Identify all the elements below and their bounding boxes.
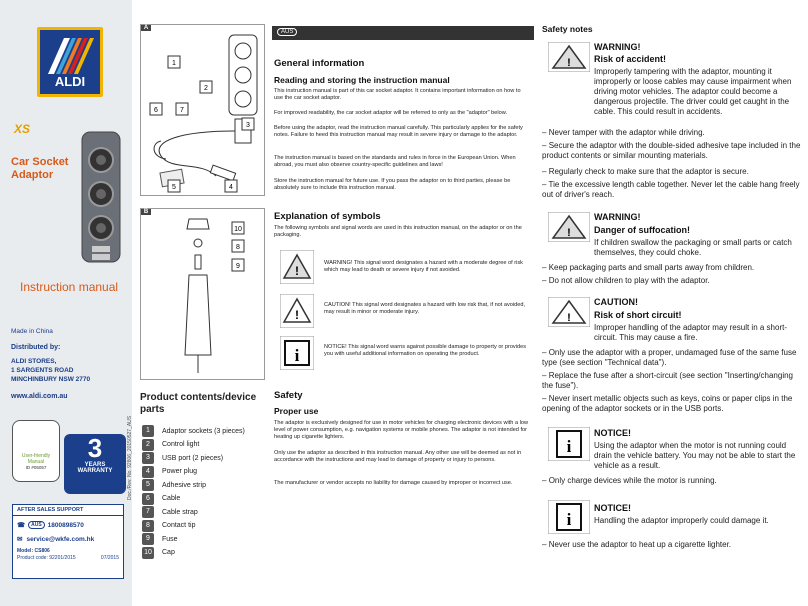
xs-mark: XS: [14, 122, 31, 136]
distributor-line: MINCHINBURY NSW 2770: [11, 376, 91, 383]
safety-heading: Safety: [274, 390, 303, 401]
adaptor-illustration: [78, 128, 124, 270]
part-item: [142, 425, 245, 437]
callout-3: 3: [246, 122, 250, 129]
product-title-line1: Car Socket: [11, 156, 69, 168]
n2-text: Handling the adaptor improperly could damage it.: [594, 516, 769, 525]
bullet-dash: –: [542, 263, 547, 272]
figure-b-label: B: [141, 209, 151, 215]
callout-1: 1: [172, 60, 176, 67]
support-box: [12, 504, 124, 579]
part-item: [142, 506, 198, 518]
para-3: Before using the adaptor, read the instruction manual carefully. This particularly applies for the safety notes. Failure to heed this instruction manual may result in severe injury or damage to the adaptor.: [274, 125, 523, 139]
product-title: [11, 156, 68, 182]
part-number: 3: [142, 452, 154, 464]
callout-numbers: [140, 0, 265, 390]
manual-label: Instruction manual: [20, 280, 119, 294]
user-friendly-badge: [12, 420, 60, 482]
phone-row: [13, 516, 123, 529]
cover-panel: [0, 0, 132, 606]
warranty-years: 3: [87, 433, 103, 463]
part-item: [142, 466, 197, 478]
bullet-text: Secure the adaptor with the double-sided adhesive tape included in the product contents or similar mounting materials.: [542, 141, 801, 160]
bullet-dash: –: [542, 371, 547, 380]
bullet-dash: –: [542, 141, 547, 150]
para-1: This instruction manual is part of this car socket adaptor. It contains important information on how to use the car socket adaptor.: [274, 88, 521, 102]
part-label: Adhesive strip: [162, 481, 206, 489]
email-address[interactable]: service@wkfe.com.hk: [26, 535, 95, 543]
bullet-dash: –: [542, 128, 547, 137]
distributed-by: Distributed by:: [11, 344, 61, 351]
callout-10: 10: [234, 226, 242, 233]
part-label: Control light: [162, 441, 200, 448]
symbols-heading: Explanation of symbols: [274, 211, 381, 222]
part-label: USB port (2 pieces): [162, 454, 224, 462]
part-number: 9: [142, 533, 154, 545]
para-4: The instruction manual is based on the standards and rules in force in the European Union. When abroad, you must also observe country-specific guidelines and laws!: [274, 155, 516, 169]
warning-triangle-icon: [548, 42, 590, 72]
brand-name: ALDI: [54, 74, 86, 89]
product-code: Product code: 92201/2015: [17, 555, 76, 561]
part-item: [142, 479, 206, 491]
w1-bullet-1: [542, 128, 705, 138]
c1-sub: Risk of short circuit!: [594, 310, 682, 320]
callout-4: 4: [229, 184, 233, 191]
part-number: 5: [142, 479, 154, 491]
c1-bullet-2: [542, 371, 804, 391]
part-number: 10: [142, 547, 154, 559]
part-number: 6: [142, 493, 154, 505]
w1-bullet-4: [542, 180, 804, 200]
made-in: Made in China: [11, 328, 53, 335]
svg-text:i: i: [566, 437, 572, 456]
n2-title: NOTICE!: [594, 503, 631, 513]
bullet-text: Only use the adaptor with a proper, undamaged fuse of the same fuse type (see section "Technical data").: [542, 348, 797, 367]
badge-text: User-friendly Manual: [21, 453, 51, 465]
support-title: AFTER SALES SUPPORT: [13, 505, 123, 516]
part-item: [142, 520, 195, 532]
warning-desc: WARNING! This signal word designates a hazard with a moderate degree of risk which may lead to death or severe injury if not avoided.: [324, 260, 523, 274]
callout-8: 8: [236, 244, 240, 251]
phone-number[interactable]: 1800898570: [47, 521, 84, 529]
aus-tag: AUS: [277, 28, 297, 36]
caution-triangle-icon: [280, 294, 314, 328]
svg-text:!: !: [567, 57, 571, 69]
part-label: Cable: [162, 495, 181, 502]
w2-title: WARNING!: [594, 212, 641, 222]
notice-info-icon: [280, 336, 314, 370]
w2-sub: Danger of suffocation!: [594, 225, 690, 235]
bullet-text: Regularly check to make sure that the adaptor is secure.: [548, 167, 749, 176]
para-5: Store the instruction manual for future use. If you pass the adaptor on to third parties, please be absolutely sure to include this instruction manual.: [274, 178, 511, 192]
w2-bullet-1: [542, 263, 754, 273]
caution-desc: CAUTION! This signal word designates a hazard with low risk that, if not avoided, may result in minor or moderate injury.: [324, 302, 526, 316]
bullet-text: Never insert metallic objects such as keys, coins or paper clips in the opening of the adaptor sockets or in the USB ports.: [542, 394, 793, 413]
aldi-stripes-icon: [40, 34, 100, 79]
part-item: [142, 439, 199, 451]
w1-title: WARNING!: [594, 42, 641, 52]
warranty-label: YEARS: [84, 462, 106, 468]
svg-text:!: !: [567, 312, 571, 324]
part-label: Cap: [162, 549, 175, 556]
warranty-label: WARRANTY: [77, 468, 113, 474]
bullet-dash: –: [542, 348, 547, 357]
proper-use-1: The adaptor is exclusively designed for use in motor vehicles for charging electronic devices with a low level of power consumption, e.g. navigation systems or mobile phones. The adaptor is not intended for heating up cigarette lighters.: [274, 420, 529, 441]
header-bar: [272, 26, 534, 40]
print-date: 07/2015: [100, 555, 119, 561]
part-item: [142, 533, 178, 545]
callout-2: 2: [204, 85, 208, 92]
part-label: Fuse: [162, 535, 178, 543]
bullet-dash: –: [542, 476, 547, 485]
svg-text:!: !: [295, 308, 299, 322]
part-label: Contact tip: [162, 522, 196, 529]
bullet-text: Only charge devices while the motor is running.: [548, 476, 717, 485]
reading-heading: Reading and storing the instruction manual: [274, 75, 450, 85]
callout-5: 5: [172, 184, 176, 191]
warranty-badge: [64, 434, 126, 494]
safety-notes-heading: Safety notes: [542, 24, 593, 34]
product-code-row: [13, 554, 123, 562]
figure-a-label: A: [141, 25, 151, 31]
notice-info-icon: [548, 500, 590, 534]
model-number: Model: CS806: [17, 548, 50, 554]
bullet-text: Do not allow children to play with the adaptor.: [548, 276, 710, 285]
w1-bullet-3: [542, 167, 749, 177]
part-number: 4: [142, 466, 154, 478]
email-row: [13, 529, 123, 543]
bullet-text: Never tamper with the adaptor while driving.: [548, 128, 705, 137]
proper-use-3: The manufacturer or vendor accepts no liability for damage caused by improper or incorrect use.: [274, 480, 513, 486]
phone-icon: ☎: [17, 522, 26, 529]
part-number: 1: [142, 425, 154, 437]
n1-title: NOTICE!: [594, 428, 631, 438]
product-title-line2: Adaptor: [11, 169, 54, 181]
part-item: [142, 493, 180, 505]
c1-bullet-1: [542, 348, 804, 368]
w1-text: Improperly tampering with the adaptor, mounting it improperly or loose cables may cause impairment when driving motor vehicles. The adaptor could become a dangerous projectile. The driver could get caught in the cable. This could result in accidents.: [594, 67, 792, 116]
notice-info-icon: [548, 427, 590, 461]
part-label: Power plug: [162, 468, 198, 475]
bullet-dash: –: [542, 394, 547, 403]
w1-sub: Risk of accident!: [594, 54, 667, 64]
email-icon: ✉: [17, 536, 23, 543]
notice-desc: NOTICE! This signal word warns against possible damage to property or provides you with useful additional information on operating the product.: [324, 344, 526, 358]
n1-bullet-1: [542, 476, 717, 486]
c1-text: Improper handling of the adaptor may result in a short-circuit. This may cause a fire.: [594, 323, 787, 342]
bullet-text: Replace the fuse after a short-circuit (see section "Inserting/changing the fuse").: [542, 371, 793, 390]
warning-triangle-icon: [280, 250, 314, 284]
svg-text:i: i: [566, 510, 572, 529]
callout-7: 7: [180, 107, 184, 114]
part-label: Adaptor sockets (3 pieces): [162, 427, 245, 435]
svg-text:!: !: [295, 264, 299, 278]
warning-triangle-icon: [548, 212, 590, 242]
w2-bullet-2: [542, 276, 710, 286]
svg-text:!: !: [567, 227, 571, 239]
bullet-text: Tie the excessive length cable together. Never let the cable hang freely out of driver's reach.: [542, 180, 800, 199]
proper-use-heading: Proper use: [274, 406, 319, 416]
c1-title: CAUTION!: [594, 297, 638, 307]
n2-bullet-1: [542, 540, 731, 550]
bullet-dash: –: [542, 540, 547, 549]
distributor-line: ALDI STORES,: [11, 358, 57, 365]
proper-use-2: Only use the adaptor as described in this instruction manual. Any other use will be deemed as not in accordance with the instructions and may lead to damage of property or injury to persons.: [274, 450, 522, 464]
w1-bullet-2: [542, 141, 804, 161]
middle-column: [272, 0, 534, 606]
aldi-logo: [37, 27, 103, 97]
callout-9: 9: [236, 263, 240, 270]
aus-tag: AUS: [28, 521, 45, 529]
svg-text:i: i: [294, 346, 300, 365]
part-number: 2: [142, 439, 154, 451]
callout-6: 6: [154, 107, 158, 114]
website-link[interactable]: www.aldi.com.au: [11, 393, 68, 400]
bullet-dash: –: [542, 167, 547, 176]
part-label: Cable strap: [162, 508, 198, 516]
part-number: 8: [142, 520, 154, 532]
part-item: [142, 547, 175, 559]
part-item: [142, 452, 223, 464]
part-number: 7: [142, 506, 154, 518]
bullet-dash: –: [542, 180, 547, 189]
symbols-intro: The following symbols and signal words are used in this instruction manual, on the adaptor or on the packaging.: [274, 225, 522, 239]
parts-title: Product contents/device parts: [140, 392, 257, 415]
w2-text: If children swallow the packaging or small parts or catch themselves, they could choke.: [594, 238, 792, 257]
right-column: [540, 0, 808, 606]
bullet-text: Keep packaging parts and small parts away from children.: [548, 263, 755, 272]
doc-revision: Doc./Rev. No. 92806_20150527_AUS: [127, 415, 133, 500]
general-info-heading: General information: [274, 58, 365, 69]
c1-bullet-3: [542, 394, 804, 414]
caution-triangle-icon: [548, 297, 590, 327]
bullet-text: Never use the adaptor to heat up a cigarette lighter.: [548, 540, 732, 549]
bullet-dash: –: [542, 276, 547, 285]
para-2: For improved readability, the car socket adaptor will be referred to only as the "adaptor" below.: [274, 110, 508, 116]
distributor-line: 1 SARGENTS ROAD: [11, 367, 74, 374]
n1-text: Using the adaptor when the motor is not running could drain the vehicle battery. You may not be able to start the vehicle as a result.: [594, 441, 796, 470]
badge-id: ID #05057: [25, 465, 47, 470]
